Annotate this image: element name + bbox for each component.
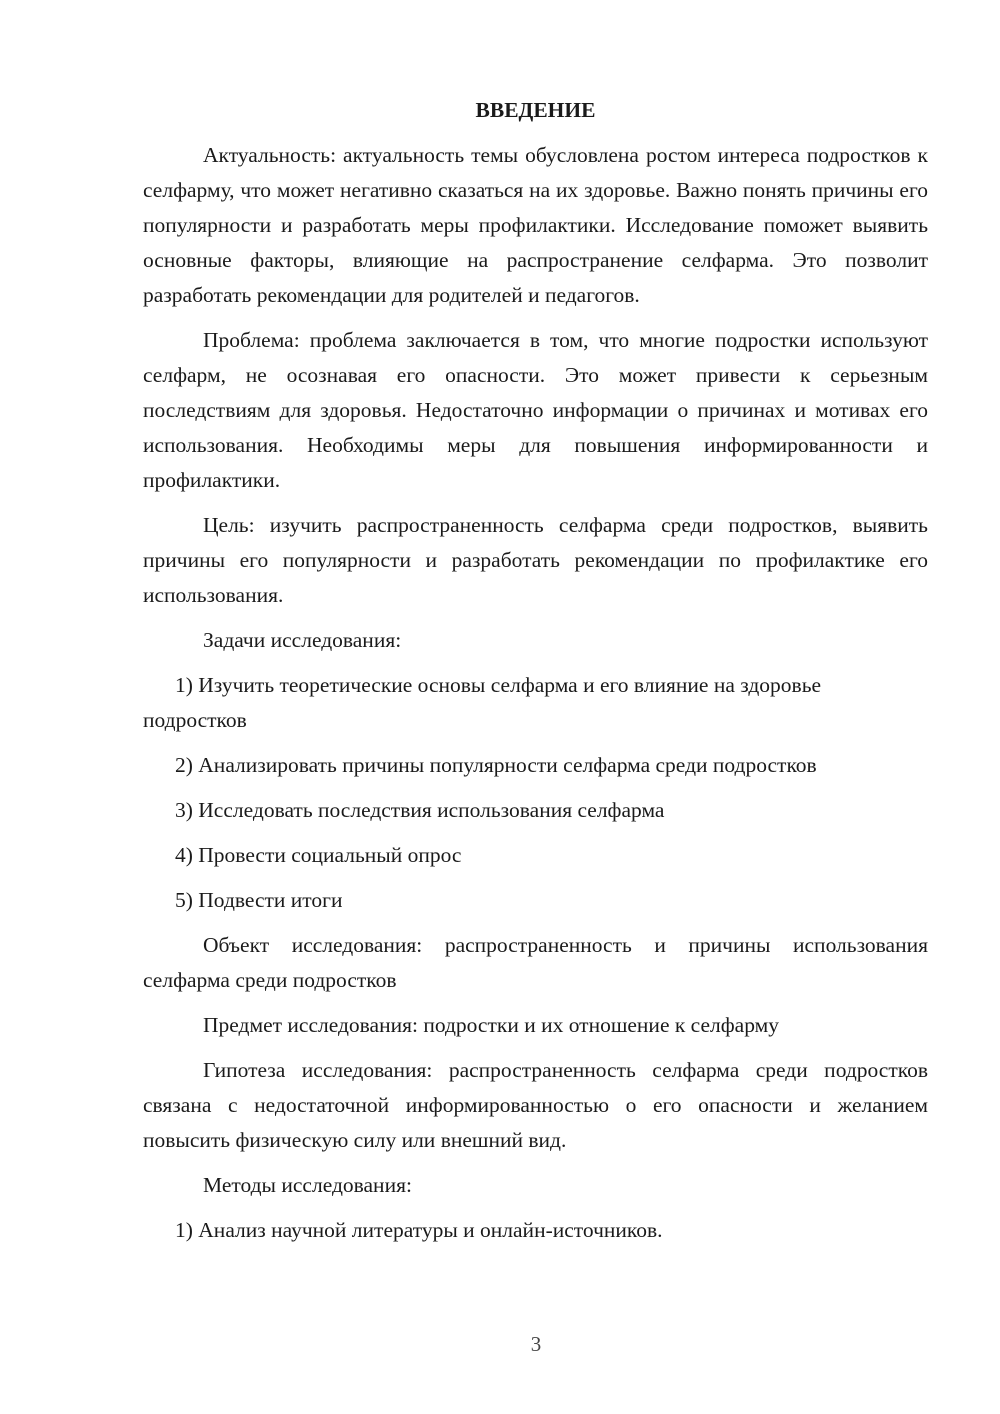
section-heading: ВВЕДЕНИЕ [475, 98, 596, 122]
document-page [143, 94, 928, 1258]
methods-title: Методы исследования: [203, 1173, 412, 1197]
object-paragraph: Объект исследования: распространенность и причины использования селфарма среди подростков [143, 933, 928, 992]
method-item: 1) Анализ научной литературы и онлайн-источников. [175, 1218, 663, 1242]
task-item: 3) Исследовать последствия использования селфарма [175, 798, 665, 822]
subject-paragraph: Предмет исследования: подростки и их отношение к селфарму [203, 1013, 780, 1037]
task-item: 4) Провести социальный опрос [175, 843, 462, 867]
page-number: 3 [530, 1332, 542, 1356]
task-item: 1) Изучить теоретические основы селфарма и его влияние на здоровье подростков [143, 673, 822, 732]
problem-paragraph: Проблема: проблема заключается в том, что многие подростки используют селфарм, не осознавая его опасности. Это может привести к серьезным последствиям для здоровья. Недостаточно информации о причинах и мотивах его использования. Необходимы меры для повышения информированности и профилактики. [143, 328, 928, 492]
tasks-title: Задачи исследования: [203, 628, 402, 652]
task-item: 2) Анализировать причины популярности селфарма среди подростков [175, 753, 817, 777]
goal-paragraph: Цель: изучить распространенность селфарма среди подростков, выявить причины его популярности и разработать рекомендации по профилактике его использования. [143, 513, 928, 607]
relevance-paragraph: Актуальность: актуальность темы обусловлена ростом интереса подростков к селфарму, что может негативно сказаться на их здоровье. Важно понять причины его популярности и разработать меры профилактики. Исследование поможет выявить основные факторы, влияющие на распространение селфарма. Это позволит разработать рекомендации для родителей и педагогов. [143, 143, 928, 307]
task-item: 5) Подвести итоги [175, 888, 343, 912]
hypothesis-paragraph: Гипотеза исследования: распространенность селфарма среди подростков связана с недостаточной информированностью о его опасности и желанием повысить физическую силу или внешний вид. [143, 1058, 928, 1152]
